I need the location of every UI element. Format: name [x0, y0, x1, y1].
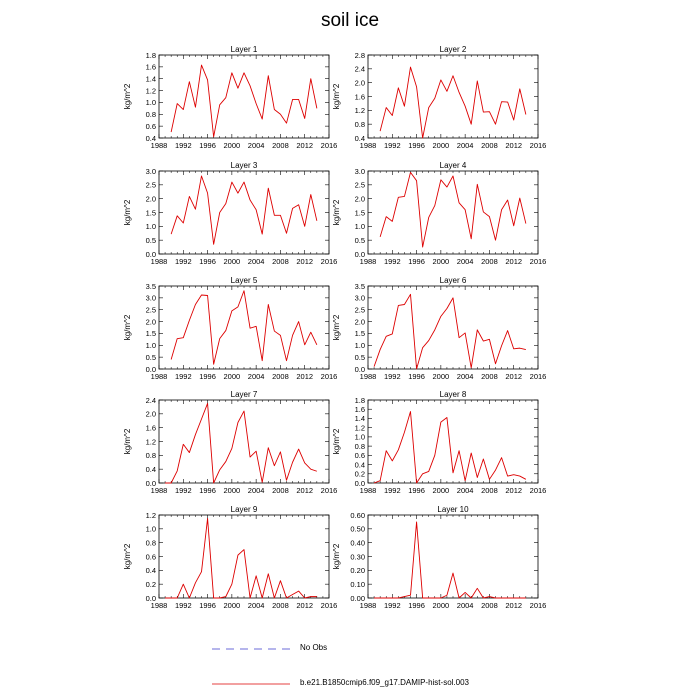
layer-2-ytick-label: 1.6: [354, 92, 365, 102]
layer-4-xtick-label: 1988: [359, 257, 377, 266]
layer-5-ytick-label: 2.0: [145, 317, 156, 327]
layer-6-ytick-label: 2.5: [354, 305, 365, 315]
layer-10-ytick-label: 0.50: [350, 524, 365, 534]
layer-4-frame: [368, 171, 538, 254]
layer-7-ytick-label: 1.2: [145, 437, 156, 447]
layer-6-ytick-label: 3.5: [354, 281, 365, 291]
layer-6-xtick-label: 2016: [529, 372, 547, 381]
layer-2-xtick-label: 2000: [432, 141, 450, 150]
layer-1-xtick-label: 1988: [150, 141, 168, 150]
layer-4-series-line: [380, 172, 526, 247]
layer-4-ytick-label: 1.0: [354, 222, 365, 232]
layer-4-ytick-label: 2.0: [354, 194, 365, 204]
layer-3-xtick-label: 2004: [247, 257, 265, 266]
layer-4-xtick-label: 2012: [505, 257, 523, 266]
layer-5-xtick-label: 2012: [296, 372, 314, 381]
layer-9-xtick-label: 2004: [247, 601, 265, 610]
layer-1-xtick-label: 2000: [223, 141, 241, 150]
layer-8-ylabel: kg/m^2: [332, 428, 341, 455]
layer-1-ytick-label: 1.8: [145, 50, 156, 60]
layer-9-ytick-label: 0.2: [145, 579, 156, 589]
layer-6-ytick-label: 1.5: [354, 329, 365, 339]
layer-4-xtick-label: 2016: [529, 257, 547, 266]
layer-3-xtick-label: 2000: [223, 257, 241, 266]
layer-10-ytick-label: 0.20: [350, 566, 365, 576]
layer-8-series-line: [374, 412, 526, 483]
layer-9-series-line: [165, 518, 317, 598]
layer-8-xtick-label: 2016: [529, 486, 547, 495]
layer-5-ytick-label: 2.5: [145, 305, 156, 315]
layer-9-title: Layer 9: [230, 505, 258, 514]
layer-9-frame: [159, 515, 329, 598]
layer-6-ylabel: kg/m^2: [332, 314, 341, 341]
layer-10-ytick-label: 0.00: [350, 593, 365, 603]
layer-4-ytick-label: 1.5: [354, 208, 365, 218]
layer-8-ytick-label: 1.8: [354, 395, 365, 405]
layer-1-ytick-label: 1.6: [145, 62, 156, 72]
layer-6-title: Layer 6: [439, 276, 467, 285]
layer-5-series-line: [171, 291, 317, 365]
layer-9-ytick-label: 0.0: [145, 593, 156, 603]
layer-7-xtick-label: 2004: [247, 486, 265, 495]
legend-no-obs: [212, 642, 412, 656]
layer-8-ytick-label: 0.4: [354, 460, 365, 470]
layer-1-ytick-label: 1.4: [145, 74, 156, 84]
layer-2-xtick-label: 1988: [359, 141, 377, 150]
layer-4-xtick-label: 2004: [456, 257, 474, 266]
layer-4-ytick-label: 2.5: [354, 180, 365, 190]
layer-5-ylabel: kg/m^2: [123, 314, 132, 341]
layer-7-xtick-label: 2016: [320, 486, 338, 495]
layer-7-ytick-label: 1.6: [145, 423, 156, 433]
legend-model-label: b.e21.B1850cmip6.f09_g17.DAMIP-hist-sol.003: [300, 678, 469, 687]
legend-model-line: [212, 677, 292, 691]
layer-5-xtick-label: 1996: [199, 372, 216, 381]
layer-8-xtick-label: 2000: [432, 486, 450, 495]
layer-1-series-line: [171, 65, 317, 137]
layer-9-xtick-label: 2000: [223, 601, 241, 610]
layer-4-xtick-label: 1996: [408, 257, 425, 266]
layer-4-xtick-label: 2000: [432, 257, 450, 266]
layer-2-ytick-label: 0.8: [354, 119, 365, 129]
layer-5-xtick-label: 2004: [247, 372, 265, 381]
layer-6-series-line: [374, 294, 526, 369]
layer-4-ytick-label: 0.0: [354, 249, 365, 259]
layer-4-ytick-label: 0.5: [354, 235, 365, 245]
layer-9-ytick-label: 0.8: [145, 538, 156, 548]
layer-7-xtick-label: 1992: [174, 486, 192, 495]
layer-3-ylabel: kg/m^2: [123, 199, 132, 226]
layer-5-ytick-label: 3.0: [145, 293, 156, 303]
layer-2-ytick-label: 2.0: [354, 78, 365, 88]
layer-1-xtick-label: 1996: [199, 141, 216, 150]
layer-6-xtick-label: 1988: [359, 372, 377, 381]
layer-6-xtick-label: 2000: [432, 372, 450, 381]
layer-8-ytick-label: 1.2: [354, 423, 365, 433]
layer-8-xtick-label: 2008: [481, 486, 498, 495]
layer-7-xtick-label: 2000: [223, 486, 241, 495]
layer-1-ytick-label: 1.0: [145, 98, 156, 108]
layer-4-ylabel: kg/m^2: [332, 199, 341, 226]
chart-title: soil ice: [320, 10, 380, 31]
layer-4-title: Layer 4: [439, 161, 467, 170]
layer-7-ytick-label: 2.0: [145, 409, 156, 419]
layer-3-title: Layer 3: [230, 161, 258, 170]
layer-9-ytick-label: 1.0: [145, 524, 156, 534]
layer-2-xtick-label: 1996: [408, 141, 425, 150]
layer-4-ytick-label: 3.0: [354, 166, 365, 176]
layer-10-frame: [368, 515, 538, 598]
layer-7-ytick-label: 0.8: [145, 451, 156, 461]
layer-9-xtick-label: 2012: [296, 601, 314, 610]
layer-8-ytick-label: 0.2: [354, 469, 365, 479]
layer-3-ytick-label: 2.0: [145, 194, 156, 204]
layer-1-xtick-label: 1992: [174, 141, 192, 150]
layer-7-ytick-label: 0.4: [145, 464, 156, 474]
legend-model: [212, 677, 512, 691]
layer-1-ylabel: kg/m^2: [123, 83, 132, 110]
layer-10-xtick-label: 2012: [505, 601, 523, 610]
layer-2-series-line: [380, 67, 526, 138]
layer-5-xtick-label: 2000: [223, 372, 241, 381]
layer-5-title: Layer 5: [230, 276, 258, 285]
legend-no-obs-line: [212, 642, 292, 656]
layer-10-title: Layer 10: [437, 505, 469, 514]
layer-1-ytick-label: 1.2: [145, 86, 156, 96]
layer-5-ytick-label: 1.5: [145, 329, 156, 339]
layer-3-xtick-label: 1996: [199, 257, 216, 266]
layer-10-xtick-label: 2016: [529, 601, 547, 610]
layer-7-ytick-label: 0.0: [145, 478, 156, 488]
layer-6-xtick-label: 2008: [481, 372, 498, 381]
layer-3-ytick-label: 1.5: [145, 208, 156, 218]
layer-10-xtick-label: 2008: [481, 601, 498, 610]
layer-5-xtick-label: 2016: [320, 372, 338, 381]
layer-5-xtick-label: 1988: [150, 372, 168, 381]
layer-6-ytick-label: 1.0: [354, 341, 365, 351]
layer-9-xtick-label: 2008: [272, 601, 289, 610]
layer-3-ytick-label: 0.5: [145, 235, 156, 245]
layer-10-xtick-label: 2000: [432, 601, 450, 610]
layer-7-title: Layer 7: [230, 390, 258, 399]
layer-8-xtick-label: 2012: [505, 486, 523, 495]
layer-2-xtick-label: 2012: [505, 141, 523, 150]
layer-7-series-line: [165, 403, 317, 483]
layer-3-ytick-label: 3.0: [145, 166, 156, 176]
layer-3-xtick-label: 2012: [296, 257, 314, 266]
layer-8-ytick-label: 1.0: [354, 432, 365, 442]
layer-10-ytick-label: 0.30: [350, 552, 365, 562]
layer-10-xtick-label: 1988: [359, 601, 377, 610]
layer-8-ytick-label: 0.8: [354, 441, 365, 451]
layer-3-ytick-label: 0.0: [145, 249, 156, 259]
layer-3-series-line: [171, 176, 317, 244]
layer-4-xtick-label: 1992: [383, 257, 401, 266]
legend-no-obs-label: No Obs: [300, 643, 328, 652]
layer-3-xtick-label: 1992: [174, 257, 192, 266]
layer-6-ytick-label: 2.0: [354, 317, 365, 327]
layer-7-ylabel: kg/m^2: [123, 428, 132, 455]
layer-5-xtick-label: 2008: [272, 372, 289, 381]
layer-8-ytick-label: 1.4: [354, 414, 365, 424]
layer-9-xtick-label: 2016: [320, 601, 338, 610]
layer-7-xtick-label: 2012: [296, 486, 314, 495]
layer-6-ytick-label: 3.0: [354, 293, 365, 303]
layer-7-xtick-label: 1996: [199, 486, 216, 495]
layer-2-ytick-label: 2.8: [354, 50, 365, 60]
layer-3-xtick-label: 2016: [320, 257, 338, 266]
layer-9-ytick-label: 0.6: [145, 552, 156, 562]
layer-10-ytick-label: 0.10: [350, 579, 365, 589]
layer-1-xtick-label: 2008: [272, 141, 289, 150]
layer-10-series-line: [374, 522, 526, 598]
layer-7-ytick-label: 2.4: [145, 395, 156, 405]
layer-6-ytick-label: 0.0: [354, 364, 365, 374]
layer-6-xtick-label: 1996: [408, 372, 425, 381]
layer-4-xtick-label: 2008: [481, 257, 498, 266]
layer-3-ytick-label: 1.0: [145, 222, 156, 232]
layer-5-ytick-label: 1.0: [145, 341, 156, 351]
layer-5-ytick-label: 3.5: [145, 281, 156, 291]
layer-8-title: Layer 8: [439, 390, 467, 399]
layer-9-ytick-label: 0.4: [145, 566, 156, 576]
layer-2-ytick-label: 1.2: [354, 106, 365, 116]
layer-8-ytick-label: 0.0: [354, 478, 365, 488]
layer-9-ytick-label: 1.2: [145, 510, 156, 520]
layer-10-xtick-label: 1996: [408, 601, 425, 610]
layer-8-xtick-label: 1992: [383, 486, 401, 495]
layer-5-frame: [159, 286, 329, 369]
layer-9-ylabel: kg/m^2: [123, 543, 132, 570]
layer-1-xtick-label: 2012: [296, 141, 314, 150]
layer-2-frame: [368, 55, 538, 138]
layer-9-xtick-label: 1996: [199, 601, 216, 610]
layer-8-ytick-label: 1.6: [354, 405, 365, 415]
layer-6-xtick-label: 1992: [383, 372, 401, 381]
layer-3-xtick-label: 1988: [150, 257, 168, 266]
layer-5-ytick-label: 0.5: [145, 352, 156, 362]
layer-10-ylabel: kg/m^2: [332, 543, 341, 570]
layer-2-xtick-label: 2008: [481, 141, 498, 150]
layer-1-title: Layer 1: [230, 45, 258, 54]
layer-10-ytick-label: 0.60: [350, 510, 365, 520]
layer-8-xtick-label: 2004: [456, 486, 474, 495]
layer-7-xtick-label: 1988: [150, 486, 168, 495]
layer-9-xtick-label: 1992: [174, 601, 192, 610]
layer-2-title: Layer 2: [439, 45, 467, 54]
layer-1-ytick-label: 0.6: [145, 121, 156, 131]
layer-3-xtick-label: 2008: [272, 257, 289, 266]
layer-3-ytick-label: 2.5: [145, 180, 156, 190]
layer-9-xtick-label: 1988: [150, 601, 168, 610]
layer-8-xtick-label: 1996: [408, 486, 425, 495]
layer-2-ytick-label: 0.4: [354, 133, 365, 143]
layer-5-xtick-label: 1992: [174, 372, 192, 381]
layer-1-ytick-label: 0.8: [145, 110, 156, 120]
layer-1-xtick-label: 2016: [320, 141, 338, 150]
layer-2-xtick-label: 2016: [529, 141, 547, 150]
layer-8-ytick-label: 0.6: [354, 451, 365, 461]
layer-2-ytick-label: 2.4: [354, 64, 365, 74]
layer-6-xtick-label: 2004: [456, 372, 474, 381]
layer-2-ylabel: kg/m^2: [332, 83, 341, 110]
layer-5-ytick-label: 0.0: [145, 364, 156, 374]
layer-1-ytick-label: 0.4: [145, 133, 156, 143]
layer-10-xtick-label: 2004: [456, 601, 474, 610]
layer-1-frame: [159, 55, 329, 138]
layer-6-xtick-label: 2012: [505, 372, 523, 381]
layer-6-ytick-label: 0.5: [354, 352, 365, 362]
layer-8-xtick-label: 1988: [359, 486, 377, 495]
layer-1-xtick-label: 2004: [247, 141, 265, 150]
layer-10-ytick-label: 0.40: [350, 538, 365, 548]
layer-2-xtick-label: 2004: [456, 141, 474, 150]
layer-7-xtick-label: 2008: [272, 486, 289, 495]
layer-2-xtick-label: 1992: [383, 141, 401, 150]
layer-10-xtick-label: 1992: [383, 601, 401, 610]
